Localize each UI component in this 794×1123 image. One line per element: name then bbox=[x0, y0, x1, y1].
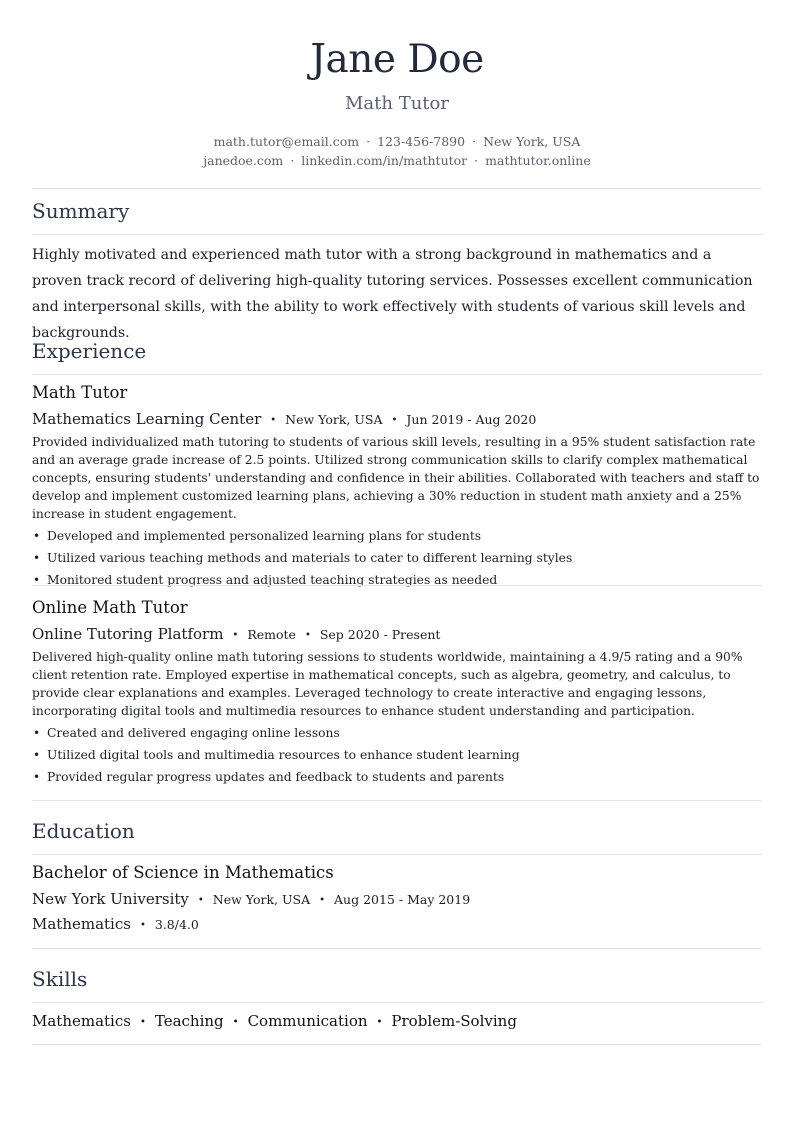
school-location: New York, USA bbox=[212, 891, 311, 907]
resume-header bbox=[32, 37, 762, 170]
separator: · bbox=[366, 134, 371, 149]
email-link[interactable]: math.tutor@email.com bbox=[213, 134, 360, 149]
job-location: New York, USA bbox=[285, 411, 383, 427]
experience-heading: Experience bbox=[32, 339, 147, 363]
list-item: • Developed and implemented personalized learning plans for students bbox=[32, 525, 762, 547]
summary-text: Highly motivated and experienced math tutor with a strong background in mathematics and a proven track record of delivering high-quality tutoring services. Possesses excellent communication and interpersonal skills, with the ability to work effectively with students of various skill levels and backgrounds. bbox=[32, 247, 753, 341]
skills-list bbox=[32, 1014, 762, 1029]
list-item: • Utilized various teaching methods and materials to cater to different learning styles bbox=[32, 547, 762, 569]
list-item: • Created and delivered engaging online lessons bbox=[32, 722, 762, 744]
job-dates: Sep 2020 - Present bbox=[319, 626, 441, 642]
divider bbox=[32, 948, 762, 949]
summary-heading: Summary bbox=[32, 199, 130, 223]
job-meta bbox=[32, 409, 762, 428]
school-name: New York University bbox=[32, 889, 189, 908]
separator: • bbox=[391, 414, 398, 426]
list-item: • Monitored student progress and adjusted teaching strategies as needed bbox=[32, 569, 762, 591]
skill-item: Problem-Solving bbox=[391, 1012, 517, 1030]
separator: • bbox=[304, 629, 311, 641]
education-dates: Aug 2015 - May 2019 bbox=[334, 891, 471, 907]
job-entry bbox=[32, 385, 762, 591]
job-bullets bbox=[32, 722, 762, 788]
divider bbox=[32, 1044, 762, 1045]
job-company: Mathematics Learning Center bbox=[32, 409, 262, 428]
divider bbox=[32, 585, 762, 586]
linkedin-link[interactable]: linkedin.com/in/mathtutor bbox=[301, 153, 468, 168]
gpa-value: 3.8/4.0 bbox=[154, 916, 199, 932]
job-location: Remote bbox=[247, 626, 296, 642]
divider bbox=[32, 188, 762, 189]
separator: • bbox=[376, 1017, 383, 1028]
separator: • bbox=[270, 414, 277, 426]
job-bullets bbox=[32, 525, 762, 591]
separator: · bbox=[290, 153, 295, 168]
field-of-study: Mathematics bbox=[32, 914, 131, 933]
job-meta bbox=[32, 624, 762, 643]
education-meta bbox=[32, 889, 762, 908]
list-item: • Provided regular progress updates and feedback to students and parents bbox=[32, 766, 762, 788]
separator: • bbox=[319, 894, 326, 906]
contact-line-2 bbox=[32, 151, 762, 170]
contact-line-1 bbox=[32, 132, 762, 151]
separator: • bbox=[232, 629, 239, 641]
contact-info bbox=[32, 132, 762, 170]
skill-item: Communication bbox=[247, 1012, 368, 1030]
divider bbox=[32, 1002, 762, 1003]
education-heading: Education bbox=[32, 819, 135, 843]
resume-page bbox=[32, 0, 762, 1030]
education-entry bbox=[32, 865, 762, 932]
job-description: Delivered high-quality online math tutoring sessions to students worldwide, maintaining a 4.9/5 rating and a 90% client retention rate. Employed expertise in mathematical concepts, such as algebra, geometry, and calculus, to provide clear explanations and examples. Leveraged technology to create interactive and engaging lessons, incorporating digital tools and multimedia resources to enhance student understanding and participation. bbox=[32, 649, 743, 718]
location-text: New York, USA bbox=[483, 134, 581, 149]
separator: • bbox=[232, 1017, 239, 1028]
job-company: Online Tutoring Platform bbox=[32, 624, 224, 643]
divider bbox=[32, 800, 762, 801]
job-description: Provided individualized math tutoring to students of various skill levels, resulting in a 95% student satisfaction rate and an average grade increase of 2.5 points. Utilized strong communication skills to clarify complex mathematical concepts, ensuring students' understanding and confidence in their abilities. Collaborated with teachers and staff to develop and implement customized learning plans, achieving a 30% reduction in student math anxiety and a 25% increase in student engagement. bbox=[32, 434, 760, 521]
job-dates: Jun 2019 - Aug 2020 bbox=[406, 411, 537, 427]
skill-item: Mathematics bbox=[32, 1012, 131, 1030]
separator: • bbox=[197, 894, 204, 906]
education-field-meta bbox=[32, 914, 762, 933]
degree-title: Bachelor of Science in Mathematics bbox=[32, 863, 334, 882]
skill-item: Teaching bbox=[154, 1012, 224, 1030]
divider bbox=[32, 234, 762, 235]
divider bbox=[32, 854, 762, 855]
candidate-name: Jane Doe bbox=[310, 37, 484, 82]
candidate-title: Math Tutor bbox=[345, 93, 449, 114]
divider bbox=[32, 374, 762, 375]
skills-heading: Skills bbox=[32, 967, 88, 991]
job-entry bbox=[32, 600, 762, 788]
phone-text: 123-456-7890 bbox=[377, 134, 466, 149]
separator: · bbox=[474, 153, 479, 168]
separator: · bbox=[472, 134, 477, 149]
separator: • bbox=[139, 1017, 146, 1028]
job-title: Online Math Tutor bbox=[32, 598, 188, 617]
separator: • bbox=[139, 919, 146, 931]
portfolio-link[interactable]: mathtutor.online bbox=[485, 153, 591, 168]
website-link[interactable]: janedoe.com bbox=[203, 153, 284, 168]
list-item: • Utilized digital tools and multimedia resources to enhance student learning bbox=[32, 744, 762, 766]
job-title: Math Tutor bbox=[32, 383, 128, 402]
